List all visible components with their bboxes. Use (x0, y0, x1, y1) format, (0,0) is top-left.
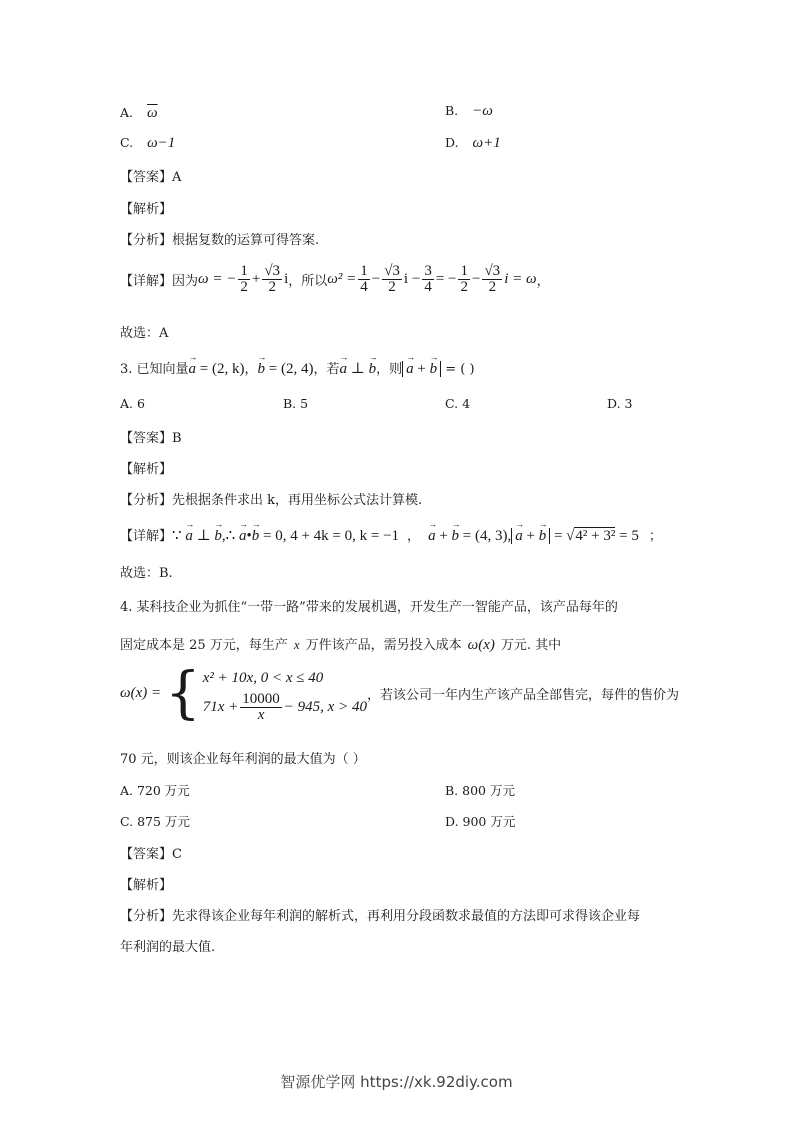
option-b (445, 103, 493, 120)
option-a-math: $\overline{\omega}$ (147, 105, 158, 121)
q4-option-b: B. 800 万元 (445, 783, 515, 798)
detail-comma: ， (536, 274, 550, 289)
minus-sign-2: − (471, 271, 481, 287)
q4-answer: 【答案】C (120, 847, 182, 862)
option-c-label: C. (120, 135, 134, 150)
q3-then: ，则 (376, 362, 403, 377)
answer-prev: 【答案】A (120, 170, 182, 185)
case-1: x² + 10x, 0 < x ≤ 40 (202, 670, 324, 686)
detail-end: i = ω (504, 271, 537, 287)
vec-b: → b (258, 361, 266, 378)
perp-b: → b (369, 361, 377, 378)
detail-prev (120, 264, 550, 295)
q3-option-c: C. 4 (445, 396, 471, 411)
option-b-math: −ω (472, 103, 493, 119)
q3-option-d: D. 3 (607, 396, 633, 411)
frac-half-1: $\frac{1}{2}$ (240, 263, 248, 295)
perp-symbol: ⊥ (346, 361, 369, 377)
func-lhs: ω(x) = (120, 685, 162, 701)
q3-answer: 【答案】B (120, 431, 182, 446)
q3-if: ，若 (313, 362, 340, 377)
fenxi-prev: 【分析】根据复数的运算可得答案. (120, 233, 320, 248)
vec-a-value: = (2, k) (196, 361, 245, 377)
conclusion-prev: 故选：A (120, 326, 169, 341)
q3-stem (120, 358, 475, 378)
piecewise-cases (203, 664, 367, 723)
plus-sign: + (251, 271, 261, 287)
q4-line1: 4. 某科技企业为抓住“一带一路”带来的发展机遇，开发生产一智能产品，该产品每年的 (120, 600, 618, 615)
q3-sep: ， (244, 362, 258, 377)
q3-detail: 【详解】∵ → a ⊥ → b,∴ → a•→ b = 0, 4 + 4k = 0, k = −1 ， → a + → b = (4, 3), → a + → b = √4² + 3² = 5 ； (120, 525, 662, 545)
frac-sqrt3-half-1: $\frac{√3}{2}$ (264, 263, 281, 295)
imag-unit-1: i (284, 271, 289, 287)
detail-omega-eq: ω = − (198, 271, 237, 287)
perp-a: → a (339, 361, 347, 378)
q4-fenxi-line1: 【分析】先求得该企业每年利润的解析式，再利用分段函数求最值的方法即可求得该企业每 (120, 909, 641, 924)
frac-three-quarter: $\frac{3}{4}$ (424, 263, 432, 295)
footer-watermark: 智源优学网 https://xk.92diy.com (280, 1073, 513, 1091)
q4-option-a: A. 720 万元 (120, 783, 190, 798)
q3-option-b: B. 5 (283, 396, 309, 411)
q3-fenxi: 【分析】先根据条件求出 k，再用坐标公式法计算模. (120, 493, 423, 508)
q3-detail-tag: 【详解】 (120, 529, 173, 544)
q4-line2: 固定成本是 25 万元，每生产 x 万件该产品，需另投入成本 ω(x) 万元. 其中 (120, 637, 562, 653)
q3-conclusion: 故选：B. (120, 566, 173, 581)
q4-analysis-tag: 【解析】 (120, 878, 173, 893)
option-b-label: B. (445, 103, 459, 118)
minus-sign-1: − (371, 271, 381, 287)
q4-line4: 70 元，则该企业每年利润的最大值为（ ） (120, 752, 366, 767)
option-d (445, 135, 501, 152)
q4-option-d: D. 900 万元 (445, 814, 516, 829)
magnitude: → a + → b (402, 361, 441, 377)
imag-unit-2: i − (403, 271, 421, 287)
vec-b-value: = (2, 4) (265, 361, 314, 377)
option-a (120, 105, 158, 122)
q4-line3-post: ，若该公司一年内生产该产品全部售完，每件的售价为 (366, 688, 679, 703)
option-a-label: A. (120, 105, 134, 120)
suoyi-text: ，所以 (288, 274, 328, 289)
case-2: 71x + $\frac{10000}{x}$ − 945, x > 40 (202, 691, 367, 723)
option-d-label: D. (445, 135, 459, 150)
q4-piecewise (120, 660, 679, 726)
option-d-math: ω+1 (472, 135, 501, 151)
option-c-math: ω−1 (147, 135, 176, 151)
q3-blank: = ( ) (441, 362, 475, 377)
brace-icon: { (165, 660, 201, 726)
q4-option-c: C. 875 万元 (120, 814, 190, 829)
q4-fenxi-line2: 年利润的最大值. (120, 940, 216, 955)
frac-quarter: $\frac{1}{4}$ (360, 263, 368, 295)
frac-half-2: $\frac{1}{2}$ (460, 263, 468, 295)
q3-analysis-tag: 【解析】 (120, 462, 173, 477)
frac-sqrt3-half-2: $\frac{√3}{2}$ (384, 263, 400, 295)
eq-neg: = − (435, 271, 457, 287)
q3-option-a: A. 6 (120, 396, 145, 411)
q3-text-pre: 3. 已知向量 (120, 362, 189, 377)
omega-squared: ω² = (327, 271, 357, 287)
frac-sqrt3-half-3: $\frac{√3}{2}$ (484, 263, 501, 295)
detail-tag: 【详解】因为 (120, 274, 199, 289)
option-c (120, 135, 175, 152)
vec-a: → a (189, 361, 197, 378)
analysis-tag-prev: 【解析】 (120, 202, 173, 217)
